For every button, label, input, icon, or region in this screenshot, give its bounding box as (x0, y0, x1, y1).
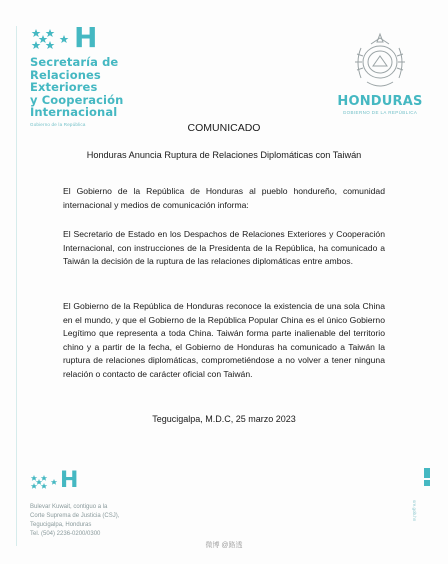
place-and-date: Tegucigalpa, M.D.C, 25 marzo 2023 (152, 414, 296, 424)
ministry-line: Secretaría de (30, 55, 119, 69)
right-color-strip (424, 468, 430, 548)
address-line: Tegucigalpa, Honduras (30, 522, 92, 528)
star-cluster-icon (30, 28, 74, 50)
ministry-line: Internacional (30, 105, 118, 119)
paragraph-one-china: El Gobierno de la República de Honduras reconoce la existencia de una sola China en el mundo, y que el Gobierno de la República Popular China es el único Gobierno Legítimo que representa a toda China. Taiwán forma parte inalienable del territorio chino y a partir de la fecha, el Gobierno de Honduras ha comunicado a Taiwán la ruptura de relaciones diplomáticas, comprometiéndose a no volver a tener ninguna relación o contacto de carácter oficial con Taiwán. (63, 301, 385, 379)
ministry-name (30, 56, 230, 119)
ministry-line: Relaciones (30, 67, 101, 82)
star-cluster-icon (30, 474, 60, 490)
coat-of-arms-icon (349, 28, 411, 92)
paragraph-intro: El Gobierno de la República de Honduras al pueblo hondureño, comunidad internacional y medios de comunicación informa: (63, 186, 385, 210)
government-tag: Gobierno de la República (30, 121, 86, 127)
strip-block (424, 480, 430, 486)
document-title: COMUNICADO (187, 122, 261, 134)
paragraph-announcement: El Secretario de Estado en los Despachos de Relaciones Exteriores y Cooperación Internacional, con instrucciones de la Presidenta de la República, ha comunicado a Taiwán la decisión de la ruptura de las relaciones diplomáticas entre ambos. (63, 229, 385, 267)
logo-mark (30, 21, 230, 54)
ministry-line: Exteriores (30, 80, 98, 94)
footer-logo (30, 468, 90, 494)
address-line: Corte Suprema de Justicia (CSJ), (30, 513, 120, 519)
vertical-website: sre.gob.hn (411, 500, 417, 522)
seal-subtitle: GOBIERNO DE LA REPÚBLICA (342, 110, 418, 115)
watermark: 微博 @路透 (205, 542, 243, 549)
country-wordmark: HONDURAS (337, 94, 423, 109)
ministry-logo (30, 21, 230, 127)
document-subtitle: Honduras Anuncia Ruptura de Relaciones Diplomáticas con Taiwán (86, 150, 362, 160)
address-line: Bulevar Kuwait, contiguo a la (30, 504, 108, 510)
footer-address (30, 503, 119, 539)
left-accent-rule (16, 26, 17, 546)
address-line: Tel. (504) 2236-0200/0300 (30, 531, 101, 537)
ministry-line: y Cooperación (30, 92, 124, 107)
strip-block (424, 468, 430, 478)
footer-h-letter: H (60, 468, 79, 493)
logo-h-letter: H (74, 21, 98, 54)
honduras-seal-block (330, 28, 430, 115)
